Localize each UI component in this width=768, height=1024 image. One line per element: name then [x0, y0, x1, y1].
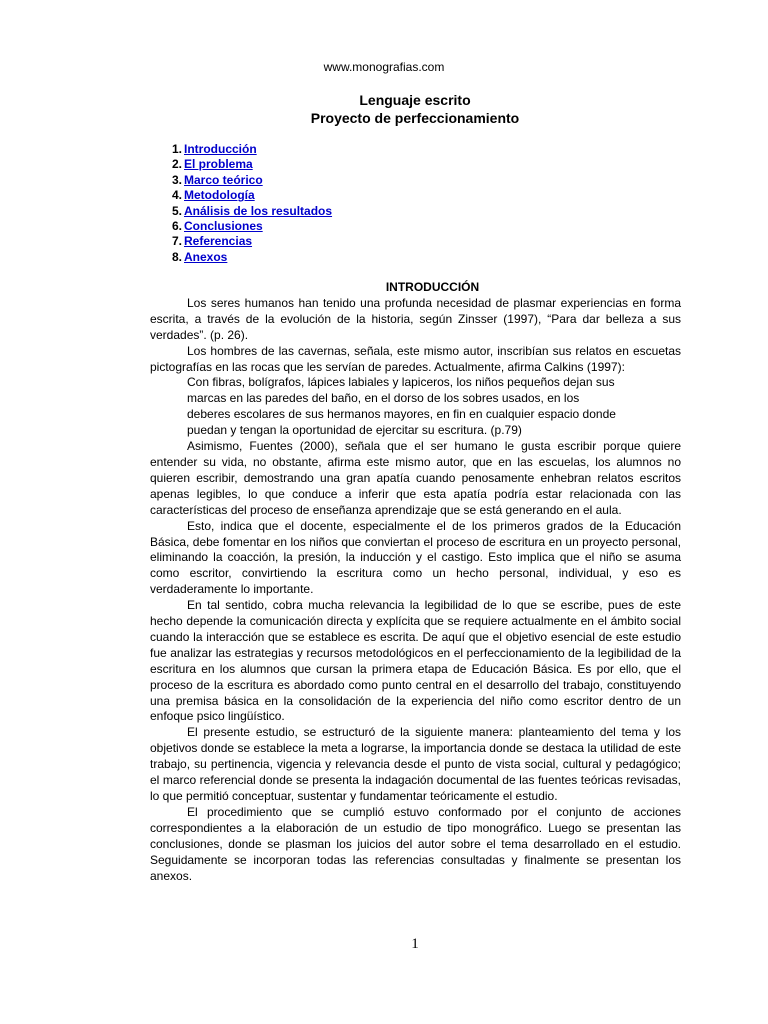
paragraph: Asimismo, Fuentes (2000), señala que el ser humano le gusta escribir porque quiere entender su vida, no obstante, afirma este mismo autor, que en las escuelas, los alumnos no quieren escribir, demostrando una gran apatía cuando penosamente enhebran relatos escritos apenas legibles, lo que conduce a inferir que esta apatía podría estar relacionada con las características del proceso de enseñanza aprendizaje que se está generando en el aula. [150, 439, 681, 517]
paragraph: El presente estudio, se estructuró de la siguiente manera: planteamiento del tema y los objetivos donde se establece la meta a lograrse, la importancia donde se destaca la utilidad de este trabajo, su pertinencia, vigencia y relevancia desde el punto de vista social, cultural y pedagógico; el marco referencial donde se presenta la indagación documental de las fuentes teóricas revisadas, lo que permitió conceptuar, sustentar y fundamentar teóricamente el estudio. [150, 725, 681, 803]
toc-link-referencias[interactable]: Referencias [184, 234, 253, 249]
document-body [150, 280, 681, 884]
toc-link-anexos[interactable]: Anexos [184, 249, 228, 264]
title-line-1: Lenguaje escrito [359, 92, 471, 108]
toc-number: 8. [172, 249, 183, 264]
toc-number: 2. [172, 157, 183, 172]
toc-item-marco-teorico [172, 173, 332, 188]
toc-link-marco-teorico[interactable]: Marco teórico [184, 172, 263, 187]
title-line-2: Proyecto de perfeccionamiento [310, 110, 520, 126]
site-url: www.monografias.com [323, 60, 445, 74]
page-number: 1 [411, 936, 419, 952]
toc-number: 7. [172, 234, 183, 249]
toc-link-conclusiones[interactable]: Conclusiones [184, 219, 263, 234]
toc-item-introduccion [172, 142, 332, 157]
toc-number: 5. [172, 203, 183, 218]
document-title [0, 91, 768, 127]
toc-item-analisis [172, 204, 332, 219]
toc-item-conclusiones [172, 219, 332, 234]
toc-link-metodologia[interactable]: Metodología [184, 188, 255, 203]
toc-link-analisis[interactable]: Análisis de los resultados [184, 203, 333, 218]
paragraph: El procedimiento que se cumplió estuvo conformado por el conjunto de acciones correspondientes a la elaboración de un estudio de tipo monográfico. Luego se presentan las conclusiones, donde se plasman los juicios del autor sobre el tema desarrollado en el estudio. Seguidamente se incorporan todas las referencias consultadas y finalmente se presentan los anexos. [150, 804, 681, 883]
paragraph: Los hombres de las cavernas, señala, este mismo autor, inscribían sus relatos en escuetas pictografías en las rocas que les servían de paredes. Actualmente, afirma Calkins (1997): [150, 343, 681, 374]
toc-link-introduccion[interactable]: Introducción [184, 142, 257, 156]
paragraph: Esto, indica que el docente, especialmente el de los primeros grados de la Educación Básica, debe fomentar en los niños que conviertan el proceso de escritura en un proyecto personal, eliminando la coacción, la presión, la inducción y el castigo. Esto implica que el niño se asuma como escritor, convirtiendo la escritura como un hecho personal, individual, y eso es verdaderamente lo importante. [150, 518, 681, 597]
toc-number: 1. [172, 142, 183, 156]
toc-item-anexos [172, 250, 332, 265]
toc-item-referencias [172, 234, 332, 249]
paragraph: En tal sentido, cobra mucha relevancia la legibilidad de lo que se escribe, pues de este hecho depende la comunicación directa y explícita que se requiere actualmente en el ámbito social cuando la interacción que se establece es escrita. De aquí que el objetivo esencial de este estudio fue analizar las estrategias y recursos metodológicos en el perfeccionamiento de la legibilidad de la escritura en los alumnos que cursan la primera etapa de Educación Básica. Es por ello, que el proceso de la escritura es abordado como punto central en el desarrollo del trabajo, constituyendo una premisa básica en la consolidación de la experiencia del niño como escritor dentro de un enfoque psico lingüístico. [150, 598, 681, 724]
toc-item-el-problema [172, 157, 332, 172]
toc-link-el-problema[interactable]: El problema [184, 157, 253, 172]
toc-number: 6. [172, 219, 183, 234]
paragraph: Los seres humanos han tenido una profunda necesidad de plasmar experiencias en forma escrita, a través de la evolución de la historia, según Zinsser (1997), “Para dar belleza a sus verdades”. (p. 26). [150, 295, 681, 342]
table-of-contents [172, 142, 332, 265]
section-heading: INTRODUCCIÓN [385, 280, 480, 294]
toc-item-metodologia [172, 188, 332, 203]
toc-number: 4. [172, 188, 183, 203]
block-quote: Con fibras, bolígrafos, lápices labiales y lapiceros, los niños pequeños dejan sus marcas en las paredes del baño, en el dorso de los sobres usados, en los deberes escolares de sus hermanos mayores, en fin en cualquier espacio donde puedan y tengan la oportunidad de ejercitar su escritura. (p.79) [187, 375, 616, 438]
toc-number: 3. [172, 172, 183, 187]
